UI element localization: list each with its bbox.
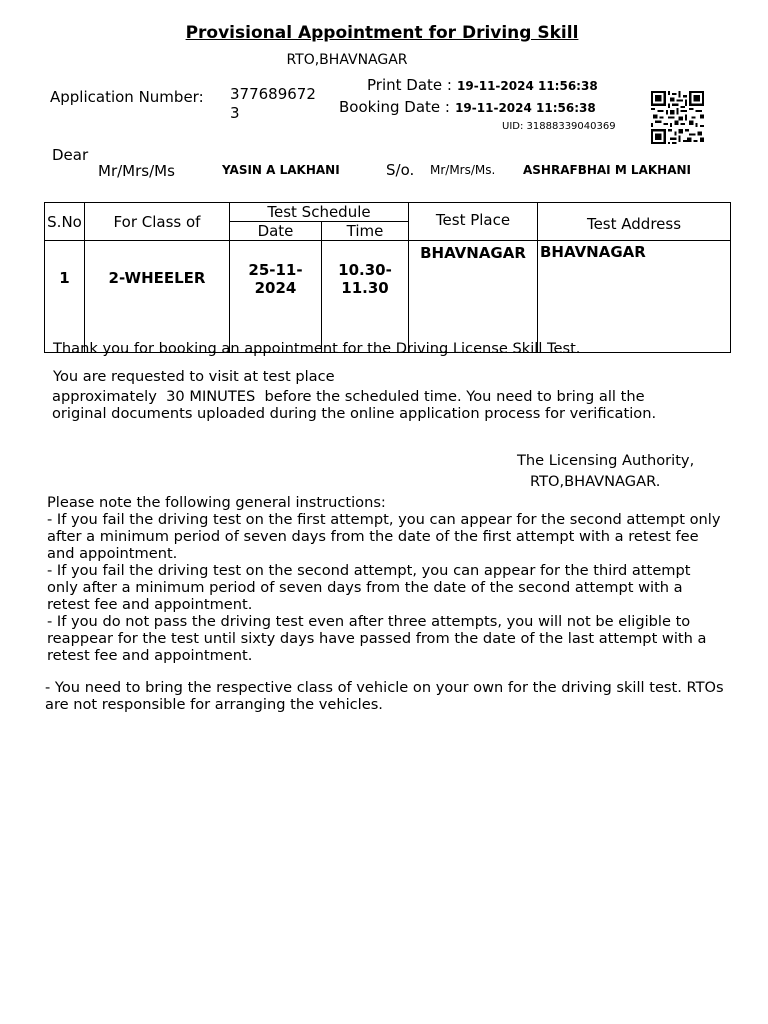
cell-time-line2: 11.30: [341, 279, 389, 297]
instructions-heading: Please note the following general instructions:: [47, 494, 386, 511]
office-name: RTO,BHAVNAGAR: [286, 52, 408, 68]
header-sno: S.No: [45, 203, 85, 241]
header-time: Time: [322, 222, 409, 241]
print-date-value: 19-11-2024 11:56:38: [457, 79, 598, 93]
print-date-label: Print Date :: [367, 76, 452, 94]
thanks-text: Thank you for booking an appointment for the Driving License Skill Test.: [53, 340, 581, 357]
cell-sno: 1: [45, 241, 85, 353]
header-schedule: Test Schedule: [230, 203, 409, 222]
instruction-1: - If you fail the driving test on the first attempt, you can appear for the second attempt only after a minimum period of seven days from the date of the first attempt with a retest fee and appointment.: [47, 511, 721, 562]
visit-line-3: original documents uploaded during the online application process for verification.: [52, 405, 657, 422]
header-address: Test Address: [538, 203, 731, 241]
uid-text: UID: 31888339040369: [502, 121, 616, 132]
dear-text: Dear: [52, 146, 89, 164]
table-header-row: [45, 203, 731, 222]
cell-time: [322, 241, 409, 353]
cell-place: BHAVNAGAR: [409, 241, 538, 353]
cell-date-line2: 2024: [254, 279, 297, 297]
salutation: Mr/Mrs/Ms: [98, 162, 175, 180]
application-number-label: Application Number:: [50, 88, 204, 106]
cell-class: 2-WHEELER: [85, 241, 230, 353]
instruction-2: - If you fail the driving test on the second attempt, you can appear for the third attempt only after a minimum period of seven days from the date of the second attempt with a retest fee and appointment.: [47, 562, 691, 613]
cell-date: [230, 241, 322, 353]
booking-date-value: 19-11-2024 11:56:38: [455, 101, 596, 115]
visit-line-2: approximately 30 MINUTES before the scheduled time. You need to bring all the: [52, 388, 645, 405]
header-place: Test Place: [409, 203, 538, 241]
booking-date-label: Booking Date :: [339, 98, 450, 116]
application-number-line1: 377689672: [230, 85, 316, 103]
cell-address: BHAVNAGAR: [538, 241, 731, 353]
booking-date: [339, 97, 596, 116]
schedule-table: [44, 202, 731, 353]
table-row: [45, 241, 731, 353]
qr-code-icon: [650, 91, 705, 144]
instruction-3: - If you do not pass the driving test even after three attempts, you will not be eligible to reappear for the test until sixty days have passed from the date of the last attempt with a retest fee and appointment.: [47, 613, 707, 664]
header-class: For Class of: [85, 203, 230, 241]
application-number-line2: 3: [230, 104, 240, 122]
print-date: [367, 75, 598, 94]
visit-line-1: You are requested to visit at test place: [53, 368, 335, 385]
applicant-name: YASIN A LAKHANI: [222, 163, 340, 177]
parent-salutation: Mr/Mrs/Ms.: [430, 163, 496, 177]
parent-name: ASHRAFBHAI M LAKHANI: [523, 163, 692, 177]
authority-line-1: The Licensing Authority,: [517, 452, 695, 469]
application-number-value: [230, 85, 316, 123]
instruction-4: - You need to bring the respective class of vehicle on your own for the driving skill test. RTOs are not responsible for arranging the vehicles.: [45, 679, 724, 713]
authority-line-2: RTO,BHAVNAGAR.: [530, 473, 661, 490]
cell-time-line1: 10.30-: [338, 261, 392, 279]
header-date: Date: [230, 222, 322, 241]
page-title: Provisional Appointment for Driving Skill: [185, 23, 579, 43]
cell-date-line1: 25-11-: [248, 261, 303, 279]
relation-text: S/o.: [386, 161, 415, 179]
